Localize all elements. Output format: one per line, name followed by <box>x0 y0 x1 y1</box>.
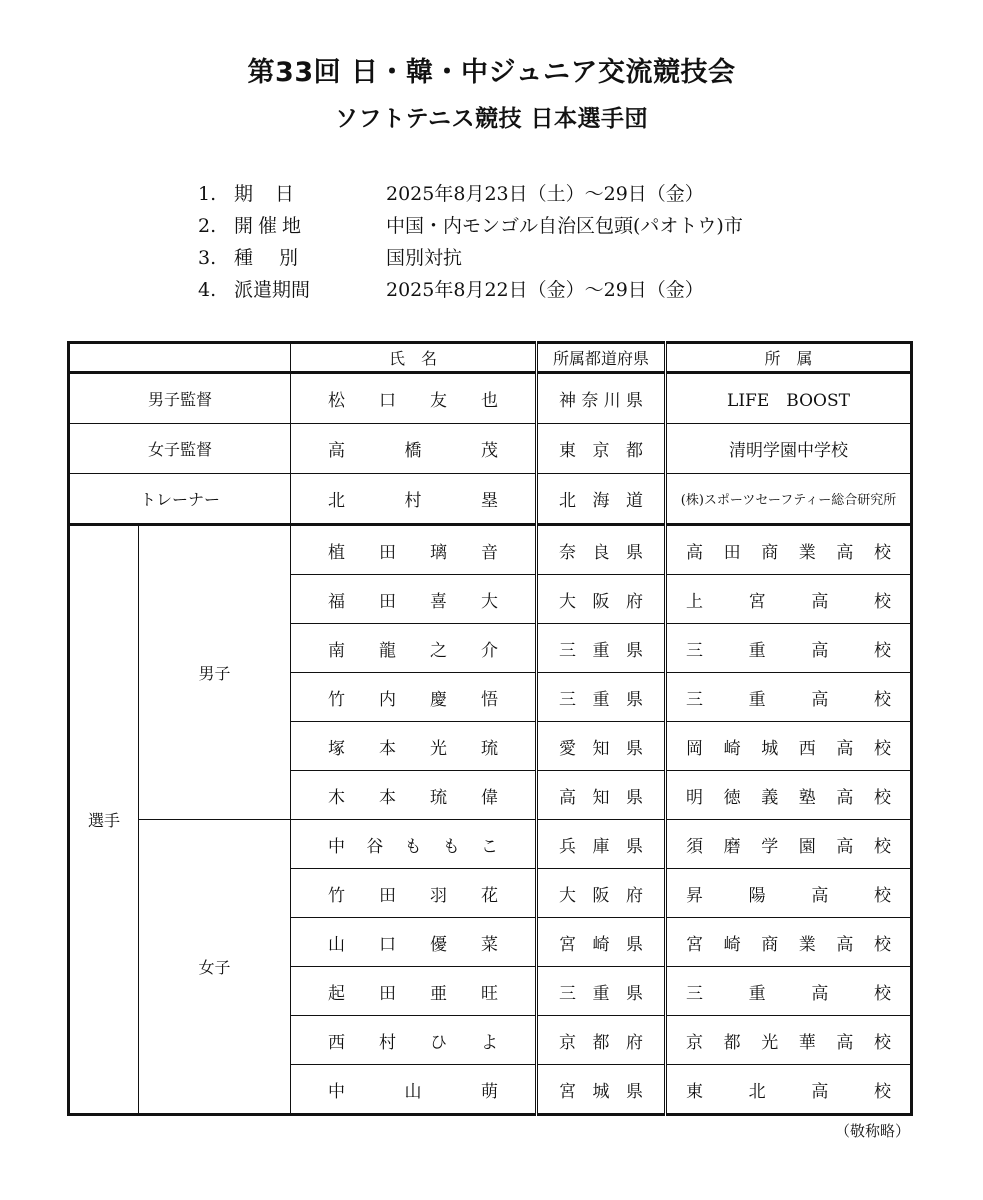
player-school-text <box>686 734 891 759</box>
player-prefecture-char: 阪 <box>592 591 610 612</box>
player-school-char: 園 <box>798 836 816 857</box>
player-school <box>666 673 912 722</box>
player-school-char: 光 <box>761 1032 779 1053</box>
info-number: 1. <box>198 183 217 205</box>
event-info-list <box>198 178 743 306</box>
player-name <box>291 1065 537 1115</box>
player-name-text <box>328 538 498 563</box>
player-school-char: 校 <box>873 640 891 661</box>
staff-name <box>291 373 537 424</box>
staff-prefecture <box>537 424 666 474</box>
page-subtitle: ソフトテニス競技 日本選手団 <box>334 106 649 132</box>
player-name-char: 悟 <box>481 689 498 710</box>
header-prefecture: 所属都道府県 <box>537 343 666 373</box>
player-name-char: 羽 <box>430 885 447 906</box>
player-school-char: 商 <box>761 542 779 563</box>
player-school-char: 徳 <box>723 787 741 808</box>
player-row <box>69 525 912 575</box>
player-school-char: 校 <box>873 738 891 759</box>
player-prefecture-char: 高 <box>559 787 576 808</box>
player-school-char: 高 <box>836 1032 854 1053</box>
player-school-char: 高 <box>836 542 854 563</box>
staff-prefecture-text <box>559 486 643 511</box>
player-school-char: 校 <box>873 689 891 710</box>
staff-prefecture-char: 京 <box>592 441 610 461</box>
player-name <box>291 624 537 673</box>
player-prefecture-char: 県 <box>626 836 643 857</box>
info-label: 派遣期間 <box>234 279 311 301</box>
info-number: 3. <box>198 247 217 269</box>
team-roster-table <box>67 341 913 1116</box>
player-name <box>291 525 537 575</box>
player-school-char: 京 <box>686 1032 703 1053</box>
staff-prefecture-text <box>559 436 643 461</box>
player-name-char: よ <box>481 1032 498 1053</box>
player-name-text <box>328 979 498 1004</box>
player-school-char: 業 <box>798 934 816 955</box>
player-prefecture-text <box>559 685 643 710</box>
staff-affiliation: LIFE BOOST <box>666 373 912 424</box>
player-prefecture <box>537 820 666 869</box>
player-school-char: 校 <box>873 934 891 955</box>
player-prefecture-char: 奈 <box>559 542 576 563</box>
player-name-char: 田 <box>379 591 396 612</box>
player-prefecture-char: 重 <box>592 640 610 661</box>
player-prefecture-char: 知 <box>592 738 610 759</box>
player-school <box>666 722 912 771</box>
player-name-text <box>328 832 498 857</box>
player-name-char: 慶 <box>430 689 447 710</box>
player-school-text <box>686 783 891 808</box>
player-school-char: 都 <box>723 1032 741 1053</box>
staff-role: 男子監督 <box>69 373 291 424</box>
player-prefecture <box>537 1016 666 1065</box>
staff-prefecture-char: 奈 <box>581 391 599 411</box>
player-prefecture-text <box>559 734 643 759</box>
player-school <box>666 1065 912 1115</box>
staff-row <box>69 424 912 474</box>
player-prefecture <box>537 722 666 771</box>
player-prefecture-text <box>559 783 643 808</box>
player-prefecture-char: 府 <box>626 591 643 612</box>
player-school-char: 校 <box>873 885 891 906</box>
info-row-dispatch <box>198 274 743 306</box>
player-school <box>666 624 912 673</box>
player-name-char: も <box>404 836 422 857</box>
table-header-row <box>69 343 912 373</box>
player-school-text <box>686 832 891 857</box>
player-name-char: 喜 <box>430 591 447 612</box>
info-row-category <box>198 242 743 274</box>
player-school-char: 学 <box>761 836 779 857</box>
player-school <box>666 869 912 918</box>
player-school-char: 田 <box>723 542 741 563</box>
player-prefecture <box>537 1065 666 1115</box>
player-school-char: 岡 <box>686 738 703 759</box>
staff-prefecture-text <box>559 386 643 411</box>
staff-name-text <box>328 486 498 511</box>
player-school <box>666 1016 912 1065</box>
player-name-char: 木 <box>328 787 345 808</box>
player-prefecture-char: 重 <box>592 689 610 710</box>
player-prefecture-char: 三 <box>559 689 576 710</box>
player-row <box>69 820 912 869</box>
player-school-char: 高 <box>686 542 703 563</box>
player-name-char: 山 <box>328 934 345 955</box>
player-prefecture-text <box>559 538 643 563</box>
player-name-char: 田 <box>379 542 396 563</box>
player-name-char: 南 <box>328 640 345 661</box>
player-school-char: 城 <box>761 738 779 759</box>
player-name-char: 本 <box>379 787 396 808</box>
player-prefecture-char: 知 <box>592 787 610 808</box>
player-prefecture-char: 府 <box>626 1032 643 1053</box>
player-prefecture-char: 宮 <box>559 934 576 955</box>
player-school-char: 昇 <box>686 885 703 906</box>
staff-name-text <box>328 386 498 411</box>
roster-body <box>69 343 912 1115</box>
player-prefecture <box>537 673 666 722</box>
player-prefecture-text <box>559 832 643 857</box>
player-prefecture-char: 県 <box>626 983 643 1004</box>
player-prefecture-char: 県 <box>626 689 643 710</box>
player-prefecture-char: 大 <box>559 591 576 612</box>
player-school-char: 業 <box>798 542 816 563</box>
player-name-char: 偉 <box>481 787 498 808</box>
player-prefecture-char: 県 <box>626 934 643 955</box>
player-name-char: 介 <box>481 640 498 661</box>
player-school-char: 華 <box>798 1032 816 1053</box>
staff-role: トレーナー <box>69 474 291 525</box>
info-value: 中国・内モンゴル自治区包頭(パオトウ)市 <box>386 215 743 237</box>
player-name-char: 旺 <box>481 983 498 1004</box>
player-name-char: 菜 <box>481 934 498 955</box>
player-prefecture <box>537 918 666 967</box>
player-school-char: 東 <box>686 1081 703 1102</box>
player-prefecture-char: 県 <box>626 640 643 661</box>
player-name-char: も <box>442 836 460 857</box>
player-name-char: 起 <box>328 983 345 1004</box>
player-prefecture-text <box>559 587 643 612</box>
player-name-char: 谷 <box>366 836 384 857</box>
player-school-char: 高 <box>836 934 854 955</box>
staff-name-char: 茂 <box>481 441 498 461</box>
staff-row <box>69 373 912 424</box>
player-school-char: 商 <box>761 934 779 955</box>
honorifics-note: （敬称略） <box>835 1122 911 1140</box>
player-prefecture-text <box>559 979 643 1004</box>
player-prefecture-char: 良 <box>592 542 610 563</box>
player-prefecture <box>537 575 666 624</box>
player-prefecture <box>537 624 666 673</box>
player-name-char: 口 <box>379 934 396 955</box>
player-name-char: 内 <box>379 689 396 710</box>
info-value: 2025年8月23日（土）～29日（金） <box>386 183 704 205</box>
player-school <box>666 918 912 967</box>
player-name-char: 竹 <box>328 689 345 710</box>
player-name-char: 山 <box>404 1081 422 1102</box>
player-name <box>291 771 537 820</box>
staff-role: 女子監督 <box>69 424 291 474</box>
info-label: 開催地 <box>234 215 307 237</box>
player-school-char: 高 <box>836 738 854 759</box>
player-name-char: 大 <box>481 591 498 612</box>
staff-prefecture <box>537 373 666 424</box>
player-school-char: 明 <box>686 787 703 808</box>
info-row-dates <box>198 178 743 210</box>
player-prefecture-text <box>559 636 643 661</box>
staff-prefecture-char: 川 <box>603 391 621 411</box>
player-school-char: 西 <box>798 738 816 759</box>
info-row-venue <box>198 210 743 242</box>
player-name-char: 田 <box>379 983 396 1004</box>
player-school-char: 高 <box>811 640 829 661</box>
player-school-char: 校 <box>873 542 891 563</box>
player-school-char: 校 <box>873 1032 891 1053</box>
player-school <box>666 967 912 1016</box>
player-school-char: 校 <box>873 787 891 808</box>
player-school-char: 陽 <box>748 885 766 906</box>
player-school-char: 磨 <box>723 836 741 857</box>
info-number: 2. <box>198 215 217 237</box>
staff-name-char: 高 <box>328 441 345 461</box>
player-school-char: 北 <box>748 1081 766 1102</box>
player-school-char: 校 <box>873 836 891 857</box>
player-name-text <box>328 685 498 710</box>
header-affiliation: 所 属 <box>666 343 912 373</box>
player-prefecture-char: 大 <box>559 885 576 906</box>
player-school-char: 宮 <box>686 934 703 955</box>
player-name-text <box>328 881 498 906</box>
player-prefecture-char: 府 <box>626 885 643 906</box>
player-school <box>666 820 912 869</box>
page-title: 第33回 日・韓・中ジュニア交流競技会 <box>247 57 736 88</box>
player-school-char: 校 <box>873 591 891 612</box>
info-label: 期日 <box>234 183 317 205</box>
info-value: 国別対抗 <box>386 247 463 269</box>
player-school-char: 崎 <box>723 934 741 955</box>
player-prefecture-char: 愛 <box>559 738 576 759</box>
women-group-label: 女子 <box>139 820 291 1115</box>
player-school-text <box>686 881 891 906</box>
staff-name-char: 橋 <box>404 441 422 461</box>
player-school-char: 高 <box>836 836 854 857</box>
player-name-text <box>328 783 498 808</box>
player-name-char: 光 <box>430 738 447 759</box>
staff-row <box>69 474 912 525</box>
player-school-char: 高 <box>811 689 829 710</box>
player-name-text <box>328 734 498 759</box>
staff-name-char: 北 <box>328 491 345 511</box>
player-name <box>291 869 537 918</box>
player-school-text <box>686 979 891 1004</box>
player-name-char: 竹 <box>328 885 345 906</box>
player-school <box>666 575 912 624</box>
player-school-char: 須 <box>686 836 703 857</box>
player-name-char: 塚 <box>328 738 345 759</box>
player-name <box>291 673 537 722</box>
player-school-char: 高 <box>811 591 829 612</box>
player-name-char: 之 <box>430 640 447 661</box>
staff-prefecture-char: 都 <box>626 441 643 461</box>
player-school-char: 校 <box>873 983 891 1004</box>
player-name-char: 本 <box>379 738 396 759</box>
player-name-char: 中 <box>328 836 345 857</box>
staff-prefecture-char: 神 <box>559 391 576 411</box>
player-school-char: 高 <box>811 885 829 906</box>
player-prefecture-char: 京 <box>559 1032 576 1053</box>
player-name-char: 璃 <box>430 542 447 563</box>
player-name <box>291 722 537 771</box>
player-name-char: 亜 <box>430 983 447 1004</box>
staff-affiliation: (株)スポーツセーフティー総合研究所 <box>666 474 912 525</box>
player-school-char: 三 <box>686 983 703 1004</box>
player-prefecture-char: 県 <box>626 787 643 808</box>
player-school-text <box>686 587 891 612</box>
player-school-text <box>686 1028 891 1053</box>
player-name-char: 龍 <box>379 640 396 661</box>
players-label: 選手 <box>69 525 139 1115</box>
staff-name <box>291 424 537 474</box>
player-school-char: 高 <box>836 787 854 808</box>
staff-prefecture-char: 道 <box>626 491 643 511</box>
player-school-char: 重 <box>748 640 766 661</box>
player-school-text <box>686 538 891 563</box>
player-school-char: 三 <box>686 689 703 710</box>
player-name-char: 琉 <box>430 787 447 808</box>
player-name-char: 中 <box>328 1081 345 1102</box>
player-name <box>291 575 537 624</box>
header-name: 氏 名 <box>291 343 537 373</box>
men-group-label: 男子 <box>139 525 291 820</box>
info-value: 2025年8月22日（金）～29日（金） <box>386 279 704 301</box>
player-prefecture-char: 庫 <box>592 836 610 857</box>
player-school <box>666 771 912 820</box>
staff-name-char: 村 <box>404 491 422 511</box>
player-school-char: 高 <box>811 983 829 1004</box>
staff-prefecture-char: 東 <box>559 441 576 461</box>
player-prefecture-char: 三 <box>559 640 576 661</box>
player-school-char: 三 <box>686 640 703 661</box>
player-name-text <box>328 930 498 955</box>
player-school <box>666 525 912 575</box>
player-name-text <box>328 1077 498 1102</box>
player-name-char: 琉 <box>481 738 498 759</box>
player-prefecture-char: 県 <box>626 738 643 759</box>
player-name-text <box>328 636 498 661</box>
player-school-char: 重 <box>748 689 766 710</box>
staff-name <box>291 474 537 525</box>
player-prefecture <box>537 869 666 918</box>
player-school-char: 崎 <box>723 738 741 759</box>
player-school-char: 重 <box>748 983 766 1004</box>
player-prefecture-char: 阪 <box>592 885 610 906</box>
player-prefecture-char: 県 <box>626 542 643 563</box>
player-name-char: 村 <box>379 1032 396 1053</box>
player-name-char: 優 <box>430 934 447 955</box>
player-prefecture-text <box>559 881 643 906</box>
staff-affiliation: 清明学園中学校 <box>666 424 912 474</box>
staff-name-char: 口 <box>379 391 396 411</box>
player-name-char: 花 <box>481 885 498 906</box>
player-name-char: 福 <box>328 591 345 612</box>
player-prefecture-char: 重 <box>592 983 610 1004</box>
player-school-char: 校 <box>873 1081 891 1102</box>
player-prefecture-text <box>559 930 643 955</box>
player-prefecture-text <box>559 1077 643 1102</box>
player-name-text <box>328 1028 498 1053</box>
player-prefecture <box>537 771 666 820</box>
player-name-char: 田 <box>379 885 396 906</box>
player-school-text <box>686 636 891 661</box>
player-name <box>291 1016 537 1065</box>
player-prefecture-char: 県 <box>626 1081 643 1102</box>
player-prefecture-char: 宮 <box>559 1081 576 1102</box>
player-school-char: 高 <box>811 1081 829 1102</box>
header-blank <box>69 343 291 373</box>
player-school-char: 上 <box>686 591 703 612</box>
player-prefecture-char: 兵 <box>559 836 576 857</box>
player-prefecture-char: 都 <box>592 1032 610 1053</box>
player-name-char: 植 <box>328 542 345 563</box>
player-school-text <box>686 930 891 955</box>
player-name-char: ひ <box>430 1032 447 1053</box>
player-name <box>291 918 537 967</box>
player-name-char: こ <box>481 836 498 857</box>
staff-prefecture-char: 北 <box>559 491 576 511</box>
player-prefecture-char: 城 <box>592 1081 610 1102</box>
player-name <box>291 820 537 869</box>
staff-prefecture-char: 県 <box>625 391 643 411</box>
player-prefecture <box>537 525 666 575</box>
player-prefecture-char: 崎 <box>592 934 610 955</box>
staff-name-char: 友 <box>430 391 447 411</box>
staff-name-char: 松 <box>328 391 345 411</box>
player-name <box>291 967 537 1016</box>
player-prefecture-char: 三 <box>559 983 576 1004</box>
player-school-text <box>686 685 891 710</box>
staff-name-text <box>328 436 498 461</box>
player-name-char: 西 <box>328 1032 345 1053</box>
player-school-char: 義 <box>761 787 779 808</box>
info-label: 種別 <box>234 247 325 269</box>
player-school-char: 宮 <box>748 591 766 612</box>
player-school-text <box>686 1077 891 1102</box>
player-name-char: 萌 <box>481 1081 498 1102</box>
staff-name-char: 塁 <box>481 491 498 511</box>
player-prefecture <box>537 967 666 1016</box>
info-number: 4. <box>198 279 217 301</box>
player-name-text <box>328 587 498 612</box>
player-school-char: 塾 <box>798 787 816 808</box>
player-prefecture-text <box>559 1028 643 1053</box>
staff-prefecture <box>537 474 666 525</box>
staff-name-char: 也 <box>481 391 498 411</box>
player-name-char: 音 <box>481 542 498 563</box>
staff-prefecture-char: 海 <box>592 491 610 511</box>
